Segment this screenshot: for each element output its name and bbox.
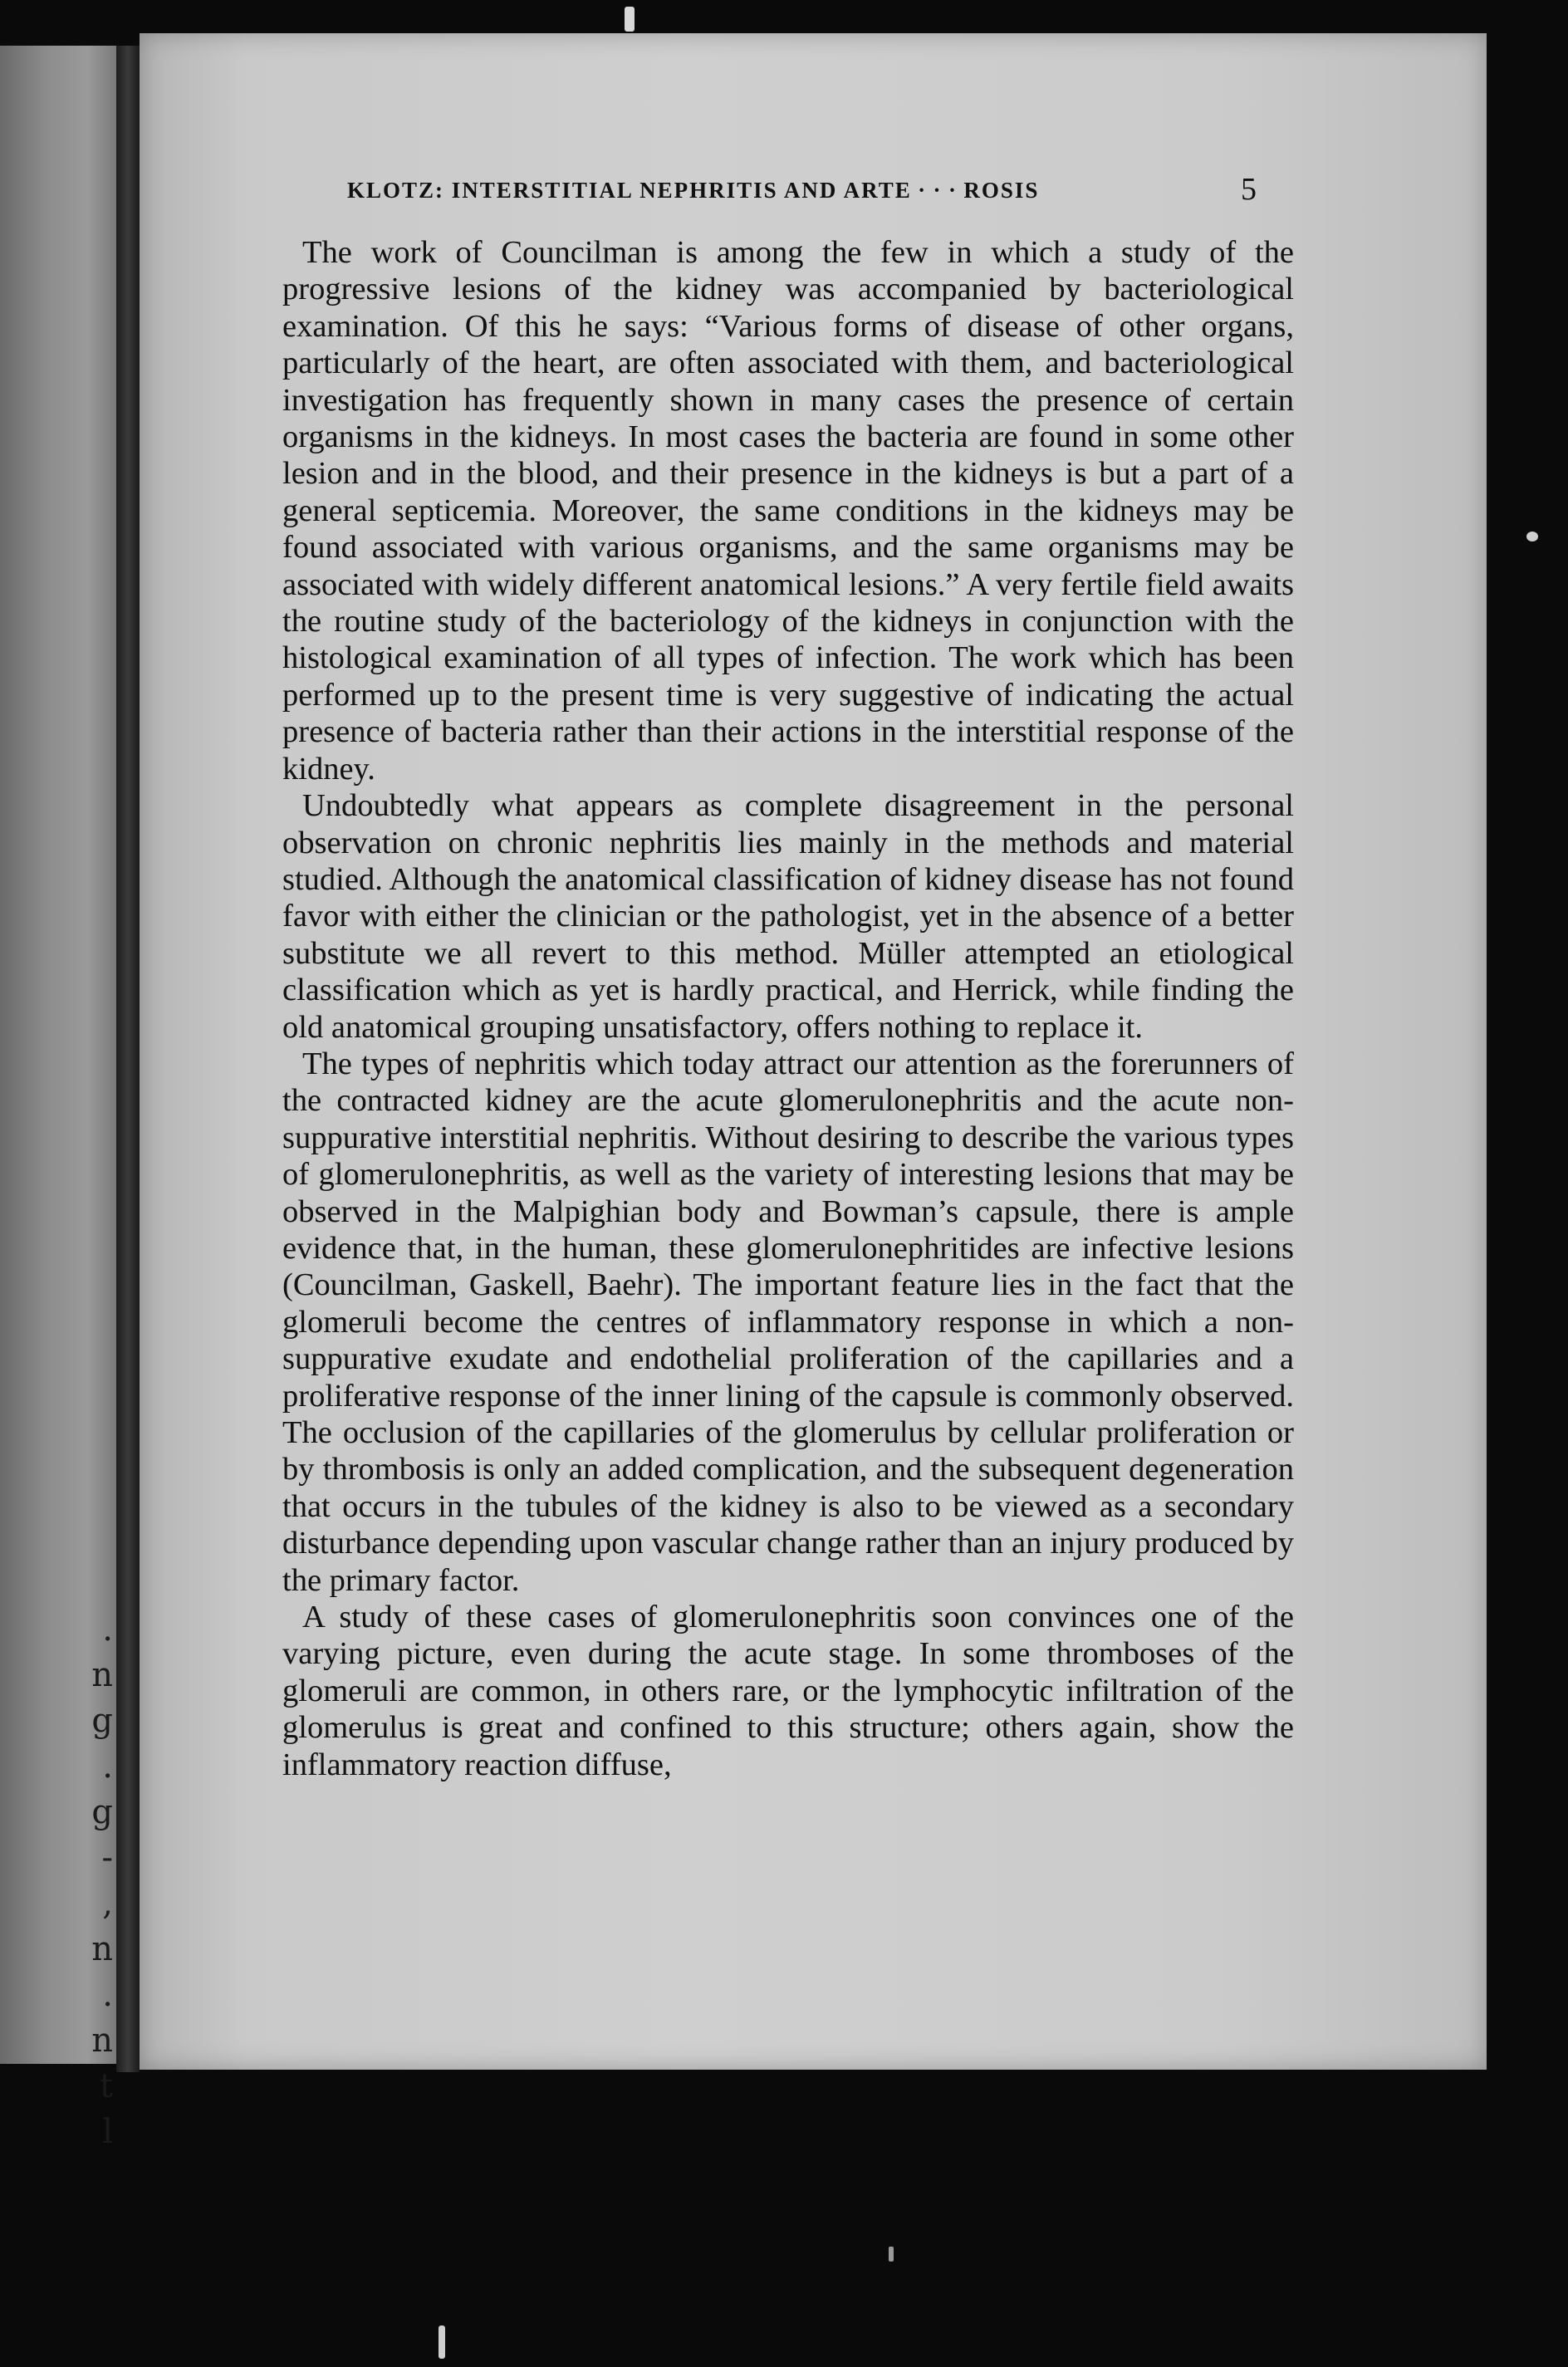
book-gutter — [116, 46, 140, 2072]
adjacent-page-char: t — [99, 2067, 113, 2105]
scan-speck — [889, 2247, 894, 2262]
adjacent-page-char: n — [91, 1930, 113, 1968]
paragraph-2: Undoubtedly what appears as complete disagreement in the personal observation on chronic nephritis lies mainly in the methods and material studied. Although the anatomical classification of kidney disease has not found favor with either the clinician or the pathologist, yet in the absence of a better substitute we all revert to this method. Müller attempted an etiological classification which as yet is hardly practical, and Herrick, while finding the old anatomical grouping unsatisfactory, offers nothing to replace it. — [282, 788, 1294, 1045]
running-head: KLOTZ: INTERSTITIAL NEPHRITIS AND ARTE · · · ROSIS — [347, 178, 1040, 203]
adjacent-page-char: l — [102, 2113, 113, 2151]
adjacent-page-edge — [0, 46, 116, 2151]
adjacent-page-characters — [88, 1607, 113, 2155]
book-page — [140, 33, 1487, 2070]
adjacent-page-char: . — [102, 1747, 113, 1786]
body-text — [282, 234, 1294, 1783]
scan-speck — [439, 2325, 445, 2359]
adjacent-page-char: g — [91, 1793, 113, 1831]
adjacent-page-char: - — [101, 1839, 113, 1877]
page-number: 5 — [1241, 172, 1257, 207]
adjacent-page-char: n — [91, 1656, 113, 1694]
paragraph-1: The work of Councilman is among the few in which a study of the progressive lesions of the kidney was accompanied by bacteriological examination. Of this he says: “Various forms of disease of other organs, particularly of the heart, are often associated with them, and bacteriological investigation has frequently shown in many cases the presence of certain organisms in the kidneys. In most cases the bacteria are found in some other lesion and in the blood, and their presence in the kidneys is but a part of a general septicemia. Moreover, the same conditions in the kidneys may be found associated with various organisms, and the same organisms may be associated with widely different anatomical lesions.” A very fertile field awaits the routine study of the bacteriology of the kidneys in conjunction with the histological examination of all types of infection. The work which has been performed up to the present time is very suggestive of indicating the actual presence of bacteria rather than their actions in the interstitial response of the kidney. — [282, 235, 1294, 787]
adjacent-page-char: . — [102, 1976, 113, 2014]
adjacent-page-char: g — [91, 1702, 113, 1740]
adjacent-page-char: n — [91, 2022, 113, 2060]
paragraph-3: The types of nephritis which today attract our attention as the forerunners of the contracted kidney are the acute glomerulonephritis and the acute non-suppurative interstitial nephritis. Without desiring to describe the various types of glomerulonephritis, as well as the variety of interesting lesions that may be observed in the Malpighian body and Bowman’s capsule, there is ample evidence that, in the human, these glomerulonephritides are infective lesions (Councilman, Gaskell, Baehr). The important feature lies in the fact that the glomeruli become the centres of inflammatory response in which a non-suppurative exudate and endothelial proliferation of the capillaries and a proliferative response of the inner lining of the capsule is commonly observed. The occlusion of the capillaries of the glomerulus by cellular proliferation or by thrombosis is only an added complication, and the subsequent degeneration that occurs in the tubules of the kidney is also to be viewed as a secondary disturbance depending upon vascular change rather than an injury produced by the primary factor. — [282, 1046, 1294, 1598]
paragraph-4: A study of these cases of glomerulonephritis soon convinces one of the varying picture, even during the acute stage. In some thromboses of the glomeruli are common, in others rare, or the lymphocytic infiltration of the glomerulus is great and confined to this structure; others again, show the inflammatory reaction diffuse, — [282, 1600, 1294, 1782]
adjacent-page-char: . — [102, 1610, 113, 1649]
scan-speck — [1526, 532, 1538, 542]
scan-speck — [625, 7, 635, 32]
adjacent-page-char: , — [102, 1884, 113, 1923]
